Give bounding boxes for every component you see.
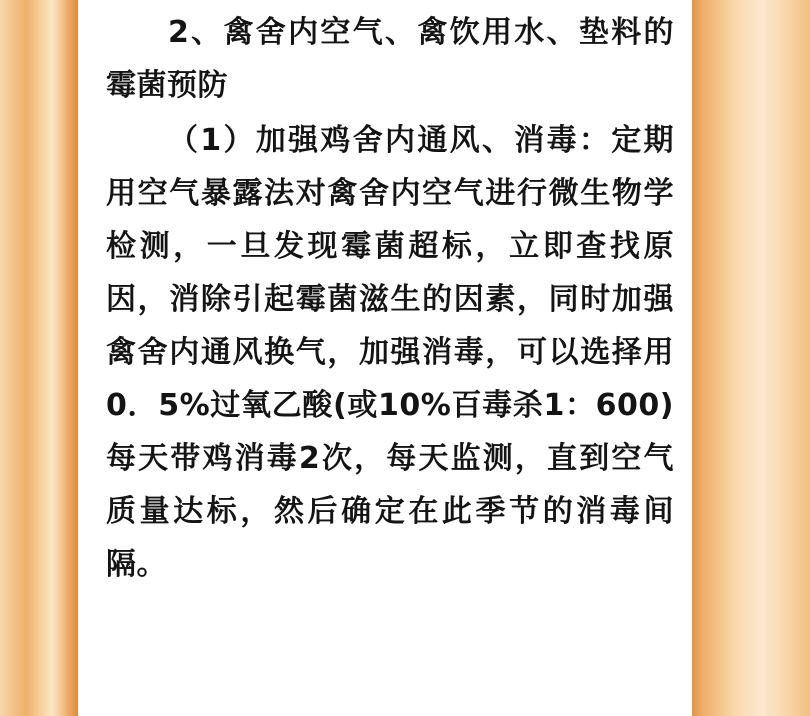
document-text-column xyxy=(78,0,692,716)
left-border-edge-stripe xyxy=(66,0,78,716)
paragraph-heading: 2、禽舍内空气、禽饮用水、垫料的霉菌预防 xyxy=(106,15,674,103)
right-border-edge-stripe xyxy=(692,0,704,716)
left-gradient-border xyxy=(0,0,78,716)
paragraph-body: （1）加强鸡舍内通风、消毒：定期用空气暴露法对禽舍内空气进行微生物学检测，一旦发现霉菌超标，立即查找原因，消除引起霉菌滋生的因素，同时加强禽舍内通风换气，加强消毒，可以选择用0．5%过氧乙酸(或10%百毒杀1：600)每天带鸡消毒2次，每天监测，直到空气质量达标，然后确定在此季节的消毒间隔。 xyxy=(106,123,674,582)
right-gradient-border xyxy=(692,0,810,716)
